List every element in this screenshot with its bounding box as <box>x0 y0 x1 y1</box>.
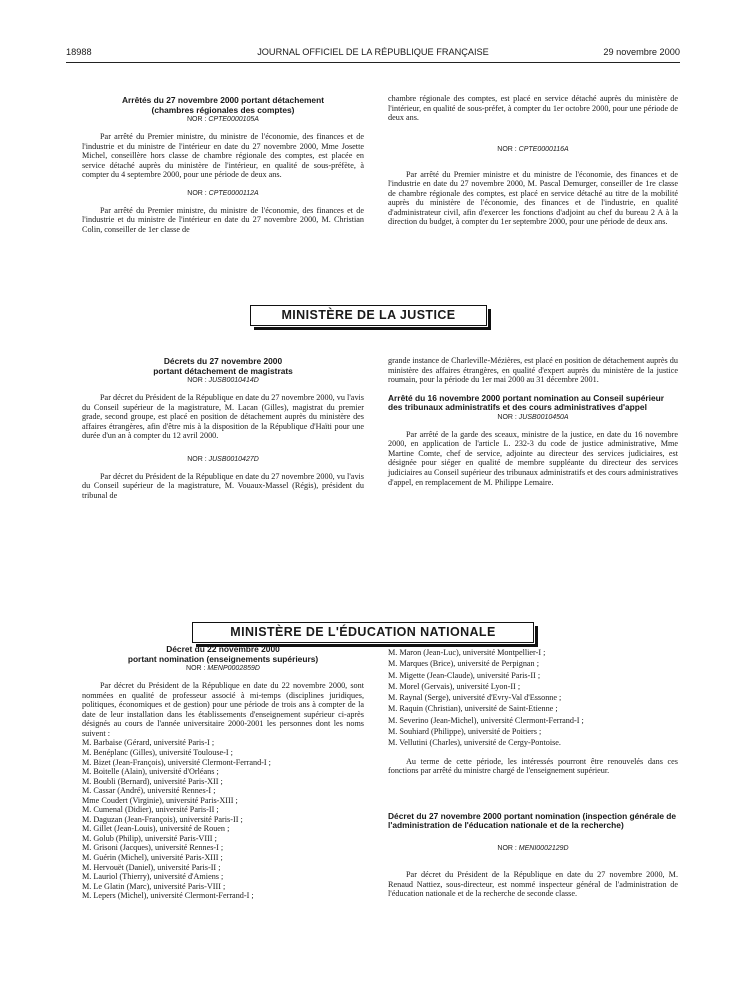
section-comptes-right <box>388 94 678 227</box>
appointee-item: M. Maron (Jean-Luc), université Montpellier-I ; <box>388 648 546 657</box>
title-line: portant détachement de magistrats <box>153 365 293 376</box>
page-number: 18988 <box>66 47 92 57</box>
appointee-item: M. Vellutini (Charles), université de Cergy-Pontoise. <box>388 738 561 748</box>
nor-label: NOR : <box>186 665 208 673</box>
title-line: Décrets du 27 novembre 2000 <box>163 356 283 366</box>
section-enseignement-left <box>82 645 364 901</box>
nor-reference <box>82 189 364 198</box>
appointee-item: M. Cassar (André), université Rennes-I ; <box>82 786 216 796</box>
appointee-item: M. Le Glatin (Marc), université Paris-VIII ; <box>82 881 226 891</box>
appointee-list <box>388 647 678 749</box>
section-enseignement-title <box>82 645 364 664</box>
nor-reference <box>82 664 364 673</box>
journal-title: JOURNAL OFFICIEL DE LA RÉPUBLIQUE FRANÇAISE <box>257 47 489 57</box>
decree-paragraph-continued: grande instance de Charleville-Mézières, est placé en position de détachement auprès du ministère des affaires étrangères, en qualité d'expert auprès du ministère de la justice roumain, pour la période du 1er mai 2000 au 31 décembre 2001. <box>388 356 678 385</box>
appointee-item: M. Cumenal (Didier), université Paris-II ; <box>82 805 219 815</box>
appointee-item: M. Lauriol (Thierry), université d'Amiens ; <box>82 872 224 882</box>
appointee-item: M. Morel (Gervais), université Lyon-II ; <box>388 681 521 691</box>
decree-paragraph: Par arrêté du Premier ministre, du ministre de l'économie, des finances et de l'industrie et du ministre de l'intérieur en date du 27 novembre 2000, M. Christian Colin, conseiller de 1er classe de <box>82 205 364 235</box>
decree-paragraph: Par décret du Président de la République en date du 27 novembre 2000, vu l'avis du Conseil supérieur de la magistrature, M. Lacan (Gilles), magistrat du premier grade, second groupe, est placé en position de détachement auprès du ministère des affaires étrangères, afin d'être mis à la disposition de la République d'Haïti pour une durée d'un an à compter du 12 avril 2000. <box>82 393 364 441</box>
decree-paragraph: Par décret du Président de la République en date du 27 novembre 2000, vu l'avis du Conseil supérieur de la magistrature, M. Vouaux-Massel (Régis), président du tribunal de <box>82 471 364 501</box>
nor-label: NOR : <box>497 413 519 421</box>
nor-reference <box>82 115 364 124</box>
appointee-item: M. Boitelle (Alain), université d'Orléans ; <box>82 767 219 777</box>
decree-paragraph-continued: chambre régionale des comptes, est placé en service détaché auprès du ministère de l'intérieur, en qualité de sous-préfet, à compter du 1er octobre 2000, pour une période de deux ans. <box>388 94 678 123</box>
appointee-item: M. Gillet (Jean-Louis), université de Rouen ; <box>82 824 230 834</box>
nor-code: CPTE0000112A <box>208 189 259 197</box>
appointee-item: M. Boubli (Bernard), université Paris-XII ; <box>82 776 223 786</box>
nor-code: JUSB0010427D <box>208 455 259 463</box>
nor-label: NOR : <box>497 145 519 153</box>
section-comptes-title <box>82 96 364 115</box>
section-conseil-title: Arrêté du 16 novembre 2000 portant nomination au Conseil supérieur des tribunaux administratifs et des cours administratives d'appel <box>388 392 664 413</box>
appointee-item: M. Hervouët (Daniel), université Paris-II ; <box>82 862 221 872</box>
appointee-item: M. Raquin (Christian), université de Saint-Etienne ; <box>388 704 558 714</box>
appointee-item: M. Raynal (Serge), université d'Evry-Val d'Essonne ; <box>388 693 562 703</box>
title-line: portant nomination (enseignements supérieurs) <box>127 653 319 664</box>
issue-date: 29 novembre 2000 <box>603 47 680 57</box>
nor-label: NOR : <box>187 455 209 463</box>
nor-code: CPTE0000105A <box>208 116 259 124</box>
decree-paragraph: Par arrêté du Premier ministre, du ministre de l'économie, des finances et de l'industrie et du ministre de l'intérieur en date du 27 novembre 2000, Mme Josette Michel, conseillère hors classe de chambre régionale des comptes, est placée en service détaché auprès du ministère de l'intérieur, en qualité de sous-préfète, à compter du 4 septembre 2000, pour une période de deux ans. <box>82 132 364 180</box>
ministry-justice-banner: MINISTÈRE DE LA JUSTICE <box>250 305 487 326</box>
appointee-item: M. Benéplanc (Gilles), université Toulouse-I ; <box>82 748 233 758</box>
section-comptes-left <box>82 96 364 235</box>
section-enseignement-right <box>388 647 678 899</box>
nor-reference <box>388 413 678 422</box>
appointee-item: Mme Coudert (Virginie), université Paris-XIII ; <box>82 795 238 805</box>
appointee-item: M. Marques (Brice), université de Perpignan ; <box>388 659 539 669</box>
title-line: (chambres régionales des comptes) <box>151 104 295 115</box>
appointee-item: M. Barbaise (Gérard, université Paris-I ; <box>82 738 215 748</box>
appointee-item: M. Souhiard (Philippe), université de Poitiers ; <box>388 727 542 737</box>
closing-paragraph: Au terme de cette période, les intéressés pourront être renouvelés dans ces fonctions par arrêté du ministre chargé de l'enseignement supérieur. <box>388 756 678 776</box>
title-line: Arrêtés du 27 novembre 2000 portant détachement <box>122 95 324 105</box>
nor-code: MENI0002129D <box>518 844 569 852</box>
nor-code: JUSB0010414D <box>208 377 259 385</box>
nor-code: JUSB0010450A <box>518 413 569 421</box>
appointee-item: M. Golub (Philip), université Paris-VIII ; <box>82 833 217 843</box>
nor-label: NOR : <box>497 844 519 852</box>
appointee-item: M. Daguzan (Jean-François), université Paris-II ; <box>82 814 243 824</box>
nor-reference <box>388 844 678 853</box>
nor-reference <box>388 145 678 154</box>
decree-paragraph: Par décret du Président de la République en date du 27 novembre 2000, M. Renaud Nattiez, sous-directeur, est nommé inspecteur général de l'administration de l'éducation nationale et de la recherche de seconde classe. <box>388 869 678 899</box>
appointee-item: M. Migette (Jean-Claude), université Paris-II ; <box>388 670 541 680</box>
nor-label: NOR : <box>187 116 209 124</box>
appointee-item: M. Grisoni (Jacques), université Rennes-I ; <box>82 843 224 853</box>
appointee-item: M. Guérin (Michel), université Paris-XIII ; <box>82 853 223 863</box>
appointee-list <box>82 738 364 900</box>
nor-reference <box>82 455 364 464</box>
appointee-item: M. Severino (Jean-Michel), université Clermont-Ferrand-I ; <box>388 715 584 725</box>
appointee-item: M. Lepers (Michel), université Clermont-Ferrand-I ; <box>82 891 254 901</box>
ministry-education-banner: MINISTÈRE DE L'ÉDUCATION NATIONALE <box>192 622 534 643</box>
nor-code: CPTE0000116A <box>518 145 569 153</box>
header-rule <box>66 62 680 63</box>
section-magistrats-title <box>82 357 364 376</box>
nor-code: MENP0002859D <box>207 665 260 673</box>
page-header <box>66 47 680 61</box>
section-inspection-title: Décret du 27 novembre 2000 portant nomination (inspection générale de l'administration de l'éducation nationale et de la recherche) <box>388 810 677 831</box>
appointee-item: M. Bizet (Jean-François), université Clermont-Ferrand-I ; <box>82 757 271 767</box>
decree-paragraph: Par arrêté de la garde des sceaux, ministre de la justice, en date du 16 novembre 2000, en application de l'article L. 232-3 du code de justice administrative, Mme Martine Comte, chef de service, adjointe au directeur des services judiciaires, est désignée pour siéger en qualité de membre suppléante du directeur des services judiciaires au Conseil supérieur des tribunaux administratifs et des cours administratives d'appel, en remplacement de M. Philippe Lemaire. <box>388 429 678 487</box>
section-magistrats-right <box>388 356 678 487</box>
title-line: Décret du 22 novembre 2000 <box>166 644 280 654</box>
decree-paragraph: Par arrêté du Premier ministre et du ministre de l'économie, des finances et de l'industrie en date du 27 novembre 2000, M. Pascal Demurger, conseiller de 1re classe de chambre régionale des comptes, est placé en service détaché au titre de la mobilité auprès du ministère de l'économie, des finances et de l'industrie, en qualité d'administrateur civil, afin d'exercer les fonctions d'adjoint au chef du bureau 2 A à la direction du budget, à compter du 1er septembre 2000, pour une période de deux ans. <box>388 169 678 227</box>
section-magistrats-left <box>82 357 364 501</box>
nor-reference <box>82 376 364 385</box>
nor-label: NOR : <box>187 377 209 385</box>
nor-label: NOR : <box>187 189 209 197</box>
decree-paragraph: Par décret du Président de la République en date du 22 novembre 2000, sont nommées en qualité de professeur associé à mi-temps (disciplines juridiques, politiques, économiques et de gestion) pour une période de trois ans à compter de la date de leur installation dans les établissements d'enseignement supérieur ci-après désignés au cours de l'année universitaire 2000-2001 les personnes dont les noms suivent : <box>82 681 364 738</box>
